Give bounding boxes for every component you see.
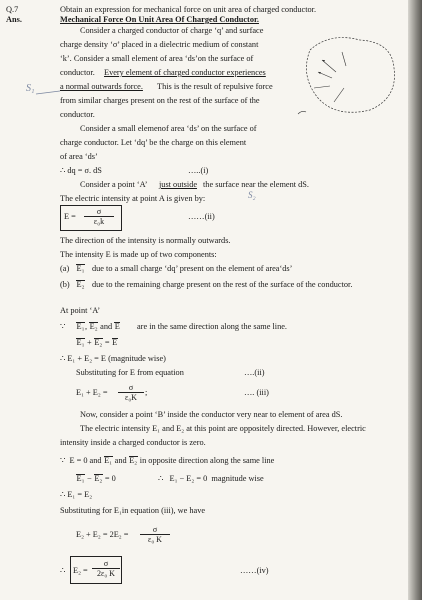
equation-iv-tag: ……(iv) (240, 566, 269, 575)
equation-iii-tag: …. (iii) (244, 388, 269, 397)
equation-ii-lhs: E = (64, 212, 76, 221)
equation-final-lhs: E₂ + E₂ = 2E₂ = (76, 530, 129, 539)
intro-line-5a: a normal outwards force. (60, 82, 143, 91)
equation-final-num: σ (140, 525, 170, 535)
point-a-underlined: just outside (159, 180, 198, 189)
equation-iii-num: σ (118, 383, 144, 393)
equation-iii-den: ε₀K (125, 393, 137, 402)
intro-line-4b: Every element of charged conductor experiences (104, 68, 266, 77)
equation-iv-lhs: E₂ = (73, 566, 88, 575)
vector-diff: E₁ − E₂ = 0 (76, 474, 116, 483)
pencil-note-s1: S₁ (26, 83, 35, 94)
equation-final-fraction (140, 525, 170, 544)
point-a-prefix: Consider a point ‘A’ (80, 180, 148, 189)
equation-iii-fraction (118, 383, 144, 402)
equation-iv-fraction (92, 559, 120, 578)
equation-iii-lhs: E₁ + E₂ = (76, 388, 108, 397)
intro-line-7: conductor. (60, 110, 95, 119)
component-b-vec: E₂ (76, 280, 85, 289)
substitute-tag: ….(ii) (244, 368, 265, 377)
component-b-text: due to the remaining charge present on the rest of the surface of the conductor. (92, 280, 353, 289)
answer-label: Ans. (6, 15, 22, 24)
because-symbol-1: ∵ (60, 322, 66, 331)
para2-line-2: charge conductor. Let ‘dq’ be the charge on this element (60, 138, 247, 147)
equation-iv-den: 2ε₀ K (97, 569, 115, 578)
para2-line-1: Consider a small elemenof area ‘ds’ on the surface of (80, 124, 257, 133)
equation-iv-therefore: ∴ (60, 566, 66, 575)
magnitude-line: ∴ E₁ + E₂ = E (magnitude wise) (60, 354, 166, 363)
equation-i: ∴ dq = σ. dS (60, 166, 102, 175)
equation-ii-den: ε₀k (93, 217, 105, 226)
intensity-line: The electric intensity at point A is given by: (60, 194, 206, 203)
pencil-arrow (34, 88, 62, 98)
substitute-line: Substituting for E from equation (76, 368, 184, 377)
section-heading: Mechanical Force On Unit Area Of Charged Conductor. (60, 15, 259, 24)
equation-ii-tag: ……(ii) (188, 212, 215, 221)
component-b-label: (b) (60, 280, 70, 289)
conductor-diagram (296, 28, 404, 120)
same-dir-vectors: E₁, E₂ and E (76, 322, 120, 331)
point-b-line-3: intensity inside a charged conductor is zero. (60, 438, 206, 447)
substitute-line-2: Substituting for E₁in equation (iii), we have (60, 506, 206, 515)
vector-sum: E₁ + E₂ = E (76, 338, 118, 347)
intro-line-4a: conductor. (60, 68, 95, 77)
equation-ii-fraction (84, 207, 114, 226)
equation-final-den: ε₀ K (148, 535, 162, 544)
equation-ii-num: σ (84, 207, 114, 217)
opposite-dir-line: ∵ E = 0 and E₁ and E₂ in opposite direction along the same line (60, 456, 275, 465)
equation-iii-semicolon: ; (145, 388, 148, 397)
intro-line-3: ‘k’. Consider a small element of area ‘ds’on the surface of (60, 54, 254, 63)
direction-line-1: The direction of the intensity is normally outwards. (60, 236, 231, 245)
intro-line-1: Consider a charged conductor of charge ‘q’ and surface (80, 26, 264, 35)
para2-line-3: of area ‘ds’ (60, 152, 98, 161)
magnitude-diff: ∴ E₁ − E₂ = 0 magnitude wise (158, 474, 264, 483)
point-b-line-2: The electric intensity E₁ and E₂ at this point are oppositely directed. However, electric (80, 424, 366, 433)
intro-line-2: charge density ‘σ’ placed in a dielectric medium of constant (60, 40, 259, 49)
at-point-a: At point ‘A’ (60, 306, 101, 315)
same-dir-text: are in the same direction along the same line. (137, 322, 287, 331)
pencil-note-s2: S₂ (248, 190, 256, 200)
question-text: Obtain an expression for mechanical force on unit area of charged conductor. (60, 5, 317, 14)
equation-i-tag: …..(i) (188, 166, 209, 175)
component-a-text: due to a small charge ‘dq’ present on the element of area‘ds’ (92, 264, 293, 273)
component-a-label: (a) (60, 264, 70, 273)
intro-line-5b: This is the result of repulsive force (157, 82, 273, 91)
e1-equals-e2: ∴ E₁ = E₂ (60, 490, 93, 499)
point-a-suffix: the surface near the element dS. (203, 180, 309, 189)
point-b-line-1: Now, consider a point ‘B’ inside the conductor very near to element of area dS. (80, 410, 343, 419)
question-number: Q.7 (6, 5, 19, 14)
intro-line-6: from similar charges present on the rest of the surface of the (60, 96, 260, 105)
component-a-vec: E₁ (76, 264, 85, 273)
page-edge-shadow (408, 0, 422, 600)
direction-line-2: The intensity E is made up of two components: (60, 250, 217, 259)
equation-iv-num: σ (92, 559, 120, 569)
